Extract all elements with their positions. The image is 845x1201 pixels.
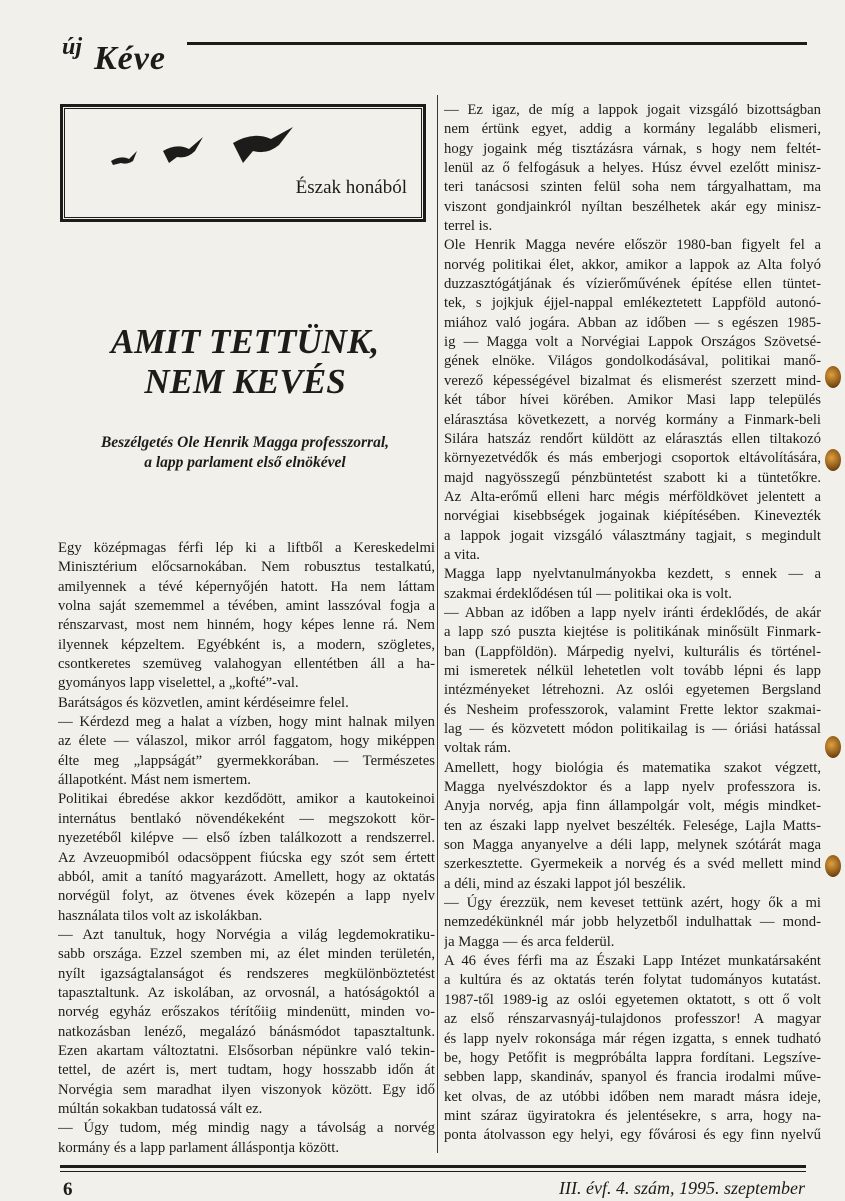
text-line: Az Avzeuopmiból odacsöppent fiúcska egy szót sem értett xyxy=(58,849,435,866)
paragraph xyxy=(444,759,821,894)
right-text-column xyxy=(444,101,821,1146)
paragraph xyxy=(58,694,435,713)
text-line: ja Magga — és arca felderül. xyxy=(444,933,615,950)
text-line: mint száraz ügyiratokra és jelentésekre, s arra, hogy na- xyxy=(444,1107,821,1124)
paragraph xyxy=(444,565,821,604)
text-line: ket olvas, de az utóbbi időben nem maradt másra ideje, xyxy=(444,1088,821,1105)
text-line: — Úgy tudom, még mindig nagy a távolság a norvég xyxy=(58,1120,435,1137)
text-line: a kultúra és az oktatás terén folytat tudományos kutatást. xyxy=(444,972,821,989)
text-line: natkozásban lenéző, megalázó bánásmódot tapasztaltunk. xyxy=(58,1023,435,1040)
text-line: gének elnöke. Világos gondolkodásával, politikai manő- xyxy=(444,353,821,370)
text-line: Anyja norvég, apja finn állampolgár volt, mégis mindket- xyxy=(444,798,821,815)
text-line: internátus bentlakó növendékeként — megszokott kör- xyxy=(58,810,435,827)
paragraph xyxy=(444,894,821,952)
text-line: miához való jogára. Abban az időben — s egészen 1985- xyxy=(444,314,821,331)
paragraph xyxy=(58,1119,435,1158)
text-line: a lapp szó puszta kiejtése is politikának minősült Finmark- xyxy=(444,624,821,641)
text-line: környezetvédők és más emberjogi csoportok eltávolítására, xyxy=(444,450,821,467)
header-rule xyxy=(187,42,807,45)
article-subtitle xyxy=(60,433,430,473)
paragraph xyxy=(58,790,435,925)
subtitle-line: Beszélgetés Ole Henrik Magga professzorral, xyxy=(100,434,390,451)
text-line: nem értünk egyet, addig a kormány legalább elismeri, xyxy=(444,121,821,138)
flying-geese-icon xyxy=(103,121,303,181)
text-line: duzzasztógátjának és vízierőművének építése ellen tüntet- xyxy=(444,276,821,293)
paragraph xyxy=(444,604,821,759)
text-line: a lappok jogait vizsgáló választmány tagjait, s megindult xyxy=(444,527,821,544)
text-line: intézményeket létrehozni. Az oslói egyetemen Bergsland xyxy=(444,682,821,699)
text-line: norvég egyház erőszakos térítőiig mindenütt, minden vo- xyxy=(58,1004,435,1021)
text-line: szerkesztette. Gyermekeik a norvég és a svéd mellett mind xyxy=(444,856,821,873)
paragraph xyxy=(444,952,821,1145)
text-line: ponta átolvasson egy helyi, egy fővárosi és egy finn nyelvű xyxy=(444,1127,821,1144)
text-line: Barátságos és közvetlen, amint kérdéseimre felel. xyxy=(58,694,349,711)
text-line: sebben lapp, skandináv, spanyol és francia irodalmi műve- xyxy=(444,1069,821,1086)
text-line: az első rénszarvasnyáj-tulajdonos professzor! A magyar xyxy=(444,1011,821,1028)
binding-hole xyxy=(825,366,841,388)
page-number: 6 xyxy=(63,1179,73,1200)
text-line: mi ismeretek nélkül lehetetlen volt tovább lépni és lapp xyxy=(444,662,821,679)
text-line: norvégül folyt, az ötvenes évek közepén a lapp nyelv xyxy=(58,888,435,905)
text-line: A 46 éves férfi ma az Északi Lapp Intézet munkatársaként xyxy=(444,953,821,970)
text-line: nemzedékünknél már jobb helyzetből indulhattak — mond- xyxy=(444,914,821,931)
text-line: verező képességével bizalmat és elismerést szerzett mind- xyxy=(444,372,821,389)
title-line: AMIT TETTÜNK, xyxy=(110,322,380,361)
text-line: ten az északi lapp nyelvet beszélték. Felesége, Lajla Matts- xyxy=(444,817,821,834)
section-caption: Észak honából xyxy=(295,177,407,198)
column-divider xyxy=(437,95,438,1153)
text-line: két tábor hívei körében. Amikor Masi lapp település xyxy=(444,392,821,409)
text-line: Egy középmagas férfi lép ki a liftből a Kereskedelmi xyxy=(58,540,435,556)
text-line: és Nesheim professzorok, valamint Frette lektor szakmai- xyxy=(444,701,821,718)
binding-hole xyxy=(825,736,841,758)
left-text-column xyxy=(58,539,435,1158)
paragraph xyxy=(444,236,821,565)
text-line: sabb országa. Ezzel szemben mi, az élet minden területén, xyxy=(58,946,435,963)
text-line: norvég politikai élet, akkor, amikor a lappok az Alta folyó xyxy=(444,256,821,273)
logo-uj: új xyxy=(62,34,83,60)
text-line: be, hogy Petőfit is megpróbálta lappra fordítani. Legszíve- xyxy=(444,1049,821,1066)
text-line: Silára hatszáz rendőrt küldött az elárasztás ellen tiltakozó xyxy=(444,430,821,447)
text-line: lag — és közvetett módon politikailag is — óriási hatással xyxy=(444,721,821,737)
text-line: ig — Magga volt a Norvégiai Lappok Országos Szövetsé- xyxy=(444,334,821,351)
binding-hole xyxy=(825,855,841,877)
text-line: Magga nyelvészdoktor és a lapp nyelv professzora is. xyxy=(444,779,821,796)
text-line: terrel is. xyxy=(444,218,493,235)
text-line: szakmai érdeklődésen túl — politikai oka is volt. xyxy=(444,585,732,602)
text-line: — Abban az időben a lapp nyelv iránti érdeklődés, de akár xyxy=(444,604,821,621)
text-line: Magga lapp nyelvtanulmányokba kezdett, s ennek — a xyxy=(444,566,821,583)
text-line: rénszarvast, most nem hinném, hogy képes lenne rá. Nem xyxy=(58,617,435,634)
text-line: ban (Lappföldön). Márpedig nyelvi, kulturális és történel- xyxy=(444,643,821,660)
text-line: Minisztérium előcsarnokában. Nem robusztus testalkatú, xyxy=(58,559,435,576)
text-line: használata tilos volt az iskolákban. xyxy=(58,907,263,924)
binding-hole xyxy=(825,449,841,471)
text-line: abból, amit a tanító magyarázott. Amellett, hogy az oktatás xyxy=(58,868,435,885)
text-line: voltak rám. xyxy=(444,740,511,757)
text-line: élte meg „lappságát” gyermekkorában. — Természetes xyxy=(58,752,435,769)
text-line: volna saját szememmel a tévében, amint lasszóval fogja a xyxy=(58,598,435,615)
title-line: NEM KEVÉS xyxy=(144,362,346,401)
text-line: ilyennek képzeltem. Egyébként is, a modern, szögletes, xyxy=(58,636,435,653)
text-line: nyezetéből kilépve — első ízben találkozott a rendszerrel. xyxy=(58,830,435,847)
text-line: az élete — válaszol, mikor arról faggatom, hogy miképpen xyxy=(58,733,435,750)
text-line: — Úgy érezzük, nem keveset tettünk azért, hogy ők a mi xyxy=(444,895,821,912)
text-line: tapasztaltunk. Az iskolában, az orvosnál, a hatóságoktól a xyxy=(58,984,435,1001)
section-box xyxy=(60,104,426,222)
text-line: gyományos lapp viselettel, a „kofté”-val. xyxy=(58,675,299,692)
footer-rule xyxy=(60,1165,806,1168)
text-line: Ole Henrik Magga nevére először 1980-ban figyelt fel a xyxy=(444,237,821,254)
text-line: és lapp nyelv rokonsága már régen izgatta, s ennek tudható xyxy=(444,1030,821,1047)
issue-info: III. évf. 4. szám, 1995. szeptember xyxy=(559,1178,805,1198)
text-line: állapotként. Mást nem ismertem. xyxy=(58,772,251,789)
logo-keve: Kéve xyxy=(94,40,166,77)
text-line: son Magga anyanyelve a déli lapp, melynek szótárát maga xyxy=(444,837,821,854)
text-line: Az Alta-erőmű elleni harc mégis mérföldkövet jelentett a xyxy=(444,488,821,505)
text-line: múltán sokakban tudatossá vált ez. xyxy=(58,1100,263,1117)
text-line: Norvégia sem maradhat ilyen viszonyok között. Egy idő xyxy=(58,1081,435,1098)
paragraph xyxy=(58,539,435,694)
paragraph xyxy=(58,713,435,790)
text-line: viszont gondjainkról nyíltan beszélhetek akár egy minisz- xyxy=(444,198,821,215)
paragraph xyxy=(58,926,435,1119)
text-line: lenül az ő felfogásuk a helyes. Húsz évvel ezelőtt minisz- xyxy=(444,160,821,177)
text-line: elárasztása következett, a norvég kormány a Finmark-beli xyxy=(444,411,821,428)
subtitle-line: a lapp parlament első elnökével xyxy=(144,454,346,471)
text-line: majd nagyösszegű pénzbüntetést szabott ki a tüntetőkre. xyxy=(444,469,821,486)
article-title xyxy=(60,322,430,402)
text-line: Ezen akartam változtatni. Elsősorban népünkre való tekin- xyxy=(58,1042,435,1059)
text-line: Amellett, hogy biológia és matematika szakot végzett, xyxy=(444,759,821,776)
footer-rule xyxy=(60,1171,806,1172)
paragraph xyxy=(444,101,821,236)
text-line: Politikai ébredése akkor kezdődött, amikor a kautokeinoi xyxy=(58,791,435,808)
text-line: nyílt igazságtalanságot és rendszeres megkülönböztetést xyxy=(58,965,435,982)
magazine-header xyxy=(62,30,807,78)
text-line: — Azt tanultuk, hogy Norvégia a világ legdemokratiku- xyxy=(58,926,435,943)
text-line: hogy jogaink még tisztázásra várnak, s hogy nem feltét- xyxy=(444,140,821,157)
text-line: kormány és a lapp parlament álláspontja között. xyxy=(58,1139,340,1156)
text-line: teri tanácsosi szinten felül soha nem tárgyalhattam, ma xyxy=(444,179,821,196)
text-line: a déli, mind az északi lappot jól beszélik. xyxy=(444,875,686,892)
text-line: tek, s jojkjuk éjjel-nappal emlékeztetett Lappföld autonó- xyxy=(444,295,821,312)
text-line: csontkeretes szemüveg valahogyan ellentétben áll a ha- xyxy=(58,656,435,673)
text-line: — Ez igaz, de míg a lappok jogait vizsgáló bizottságban xyxy=(444,102,821,118)
text-line: tettel, de azért is, mert tudtam, hogy hosszabb időn át xyxy=(58,1062,435,1079)
text-line: — Kérdezd meg a halat a vízben, hogy mint halnak milyen xyxy=(58,714,435,731)
text-line: norvégiai kisebbségek jogainak kiépítésében. Kinevezték xyxy=(444,508,821,525)
text-line: amilyennek a tévé képernyőjén hatott. Ha nem láttam xyxy=(58,578,435,595)
text-line: a vita. xyxy=(444,546,480,563)
text-line: 1987-től 1989-ig az oslói egyetemen oktatott, s ott ő volt xyxy=(444,991,821,1008)
